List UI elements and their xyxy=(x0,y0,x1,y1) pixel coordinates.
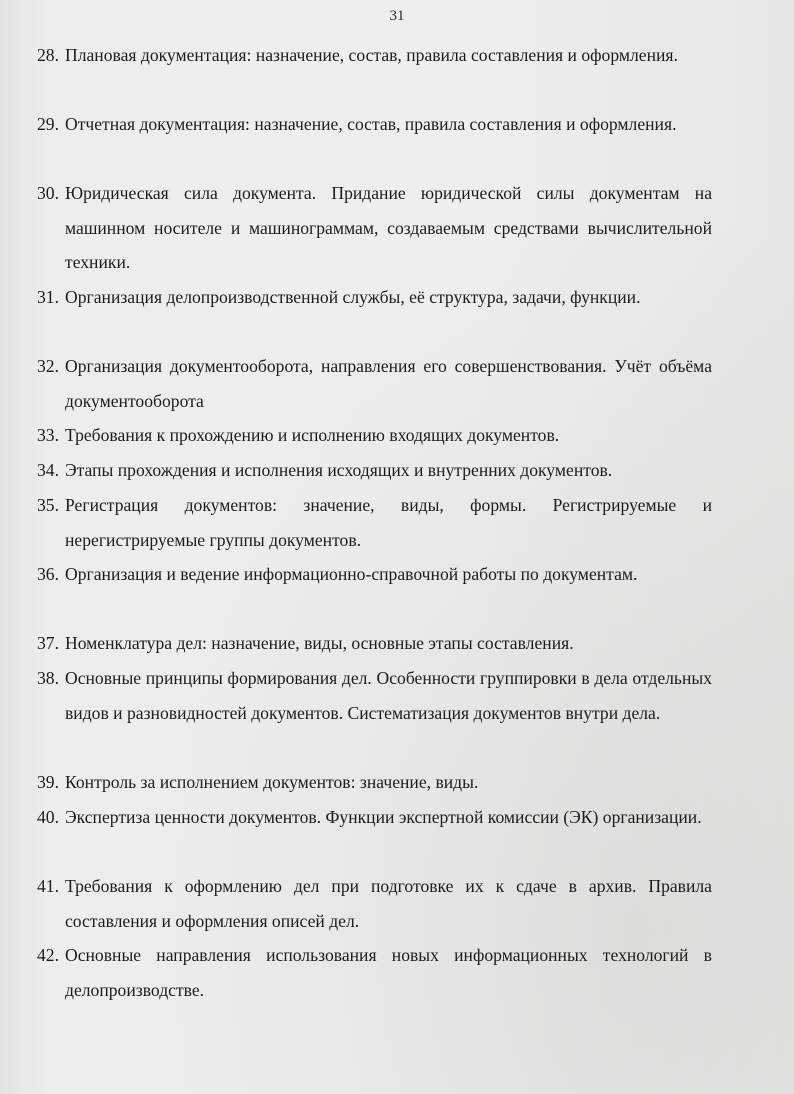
item-text: Экспертиза ценности документов. Функции экспертной комиссии (ЭК) организации. xyxy=(65,807,702,827)
item-text: Организация делопроизводственной службы, её структура, задачи, функции. xyxy=(65,287,641,307)
list-item xyxy=(0,349,794,418)
list-item xyxy=(0,107,794,176)
item-number: 29. xyxy=(37,114,59,134)
item-number: 38. xyxy=(37,668,59,688)
list-item xyxy=(0,765,794,800)
item-number: 33. xyxy=(37,425,59,445)
item-text: Организация документооборота, направления его совершенствования. Учёт объёма документооборота xyxy=(65,356,712,411)
item-text: Плановая документация: назначение, состав, правила составления и оформления. xyxy=(65,45,678,65)
list-item xyxy=(0,661,794,765)
list-item xyxy=(0,869,794,938)
item-number: 34. xyxy=(37,460,59,480)
item-number: 40. xyxy=(37,807,59,827)
list-item xyxy=(0,626,794,661)
item-number: 39. xyxy=(37,772,59,792)
list-item xyxy=(0,800,794,869)
item-text: Регистрация документов: значение, виды, формы. Регистрируемые и нерегистрируемые группы документов. xyxy=(65,495,712,550)
item-text: Этапы прохождения и исполнения исходящих и внутренних документов. xyxy=(65,460,613,480)
item-text: Контроль за исполнением документов: значение, виды. xyxy=(65,772,479,792)
item-text: Отчетная документация: назначение, состав, правила составления и оформления. xyxy=(65,114,677,134)
item-text: Требования к оформлению дел при подготовке их к сдаче в архив. Правила составления и оформления описей дел. xyxy=(65,876,712,931)
item-text: Номенклатура дел: назначение, виды, основные этапы составления. xyxy=(65,633,574,653)
item-text: Основные направления использования новых информационных технологий в делопроизводстве. xyxy=(65,945,712,1000)
item-number: 32. xyxy=(37,356,59,376)
list-item xyxy=(0,557,794,626)
item-number: 28. xyxy=(37,45,59,65)
list-item xyxy=(0,176,794,280)
item-text: Основные принципы формирования дел. Особенности группировки в дела отдельных видов и разновидностей документов. Систематизация документов внутри дела. xyxy=(65,668,712,723)
list-item xyxy=(0,280,794,349)
list-item xyxy=(0,488,794,557)
item-number: 37. xyxy=(37,633,59,653)
list-item xyxy=(0,38,794,107)
item-number: 35. xyxy=(37,495,59,515)
list-item xyxy=(0,938,794,1007)
item-number: 42. xyxy=(37,945,59,965)
item-text: Организация и ведение информационно-справочной работы по документам. xyxy=(65,564,638,584)
item-number: 31. xyxy=(37,287,59,307)
page-number: 31 xyxy=(389,8,405,24)
item-number: 41. xyxy=(37,876,59,896)
list-item xyxy=(0,453,794,488)
item-text: Требования к прохождению и исполнению входящих документов. xyxy=(65,425,560,445)
question-list xyxy=(0,38,794,1007)
item-number: 36. xyxy=(37,564,59,584)
item-number: 30. xyxy=(37,183,59,203)
list-item xyxy=(0,418,794,453)
item-text: Юридическая сила документа. Придание юридической силы документам на машинном носителе и машинограммам, создаваемым средствами вычислительной техники. xyxy=(65,183,712,273)
